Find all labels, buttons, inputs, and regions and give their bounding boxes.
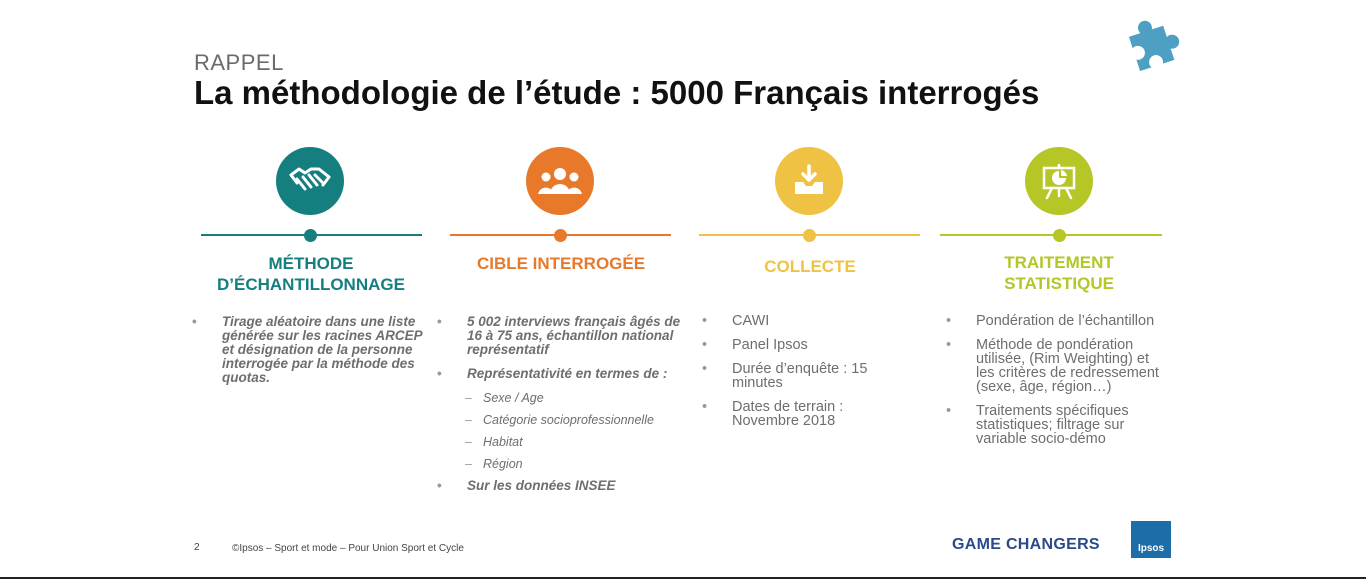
collection-timeline-dot: [803, 229, 816, 242]
collection-bullets: [700, 314, 900, 438]
sub-list-item: – Sexe / Age: [435, 391, 687, 405]
collection-heading-line1: COLLECTE: [764, 257, 856, 276]
page-number: 2: [194, 542, 200, 553]
processing-heading-line2: STATISTIQUE: [1004, 274, 1114, 293]
processing-icon-circle: [1025, 147, 1093, 215]
game-changers-slogan: GAME CHANGERS: [952, 536, 1100, 553]
bottom-divider: [0, 577, 1366, 579]
list-item: • Dates de terrain : Novembre 2018: [700, 400, 900, 428]
sampling-icon-circle: [276, 147, 344, 215]
target-bullets: [435, 315, 687, 503]
sampling-heading-line2: D’ÉCHANTILLONNAGE: [217, 275, 405, 294]
list-item: • Tirage aléatoire dans une liste générée sur les racines ARCEP et désignation de la personne interrogée par la méthode des quotas.: [190, 315, 430, 385]
collection-icon-circle: [775, 147, 843, 215]
list-item: • Représentativité en termes de :: [435, 367, 687, 381]
sub-list-item: – Habitat: [435, 435, 687, 449]
list-item: • Traitements spécifiques statistiques; filtrage sur variable socio-démo: [944, 404, 1159, 446]
target-heading: [450, 253, 672, 274]
target-timeline-dot: [554, 229, 567, 242]
ipsos-logo-text: Ipsos: [1137, 543, 1165, 554]
target-icon-circle: [526, 147, 594, 215]
list-item: • 5 002 interviews français âgés de 16 à 75 ans, échantillon national représentatif: [435, 315, 687, 357]
slide-title: La méthodologie de l’étude : 5000 Français interrogés: [194, 74, 1040, 111]
sampling-heading-line1: MÉTHODE: [268, 254, 354, 273]
processing-heading-line1: TRAITEMENT: [1004, 253, 1114, 272]
list-item: • CAWI: [700, 314, 900, 328]
copyright-text: ©Ipsos – Sport et mode – Pour Union Sport et Cycle: [232, 543, 464, 554]
list-item: • Méthode de pondération utilisée, (Rim Weighting) et les critères de redressement (sexe, âge, région…): [944, 338, 1159, 394]
processing-timeline-dot: [1053, 229, 1066, 242]
list-item: • Panel Ipsos: [700, 338, 900, 352]
collection-heading: [699, 256, 921, 277]
sampling-bullets: [190, 315, 430, 395]
list-item: • Pondération de l’échantillon: [944, 314, 1159, 328]
presentation-chart-icon: [1040, 162, 1078, 200]
group-icon: [537, 166, 583, 196]
list-item: • Sur les données INSEE: [435, 479, 687, 493]
slide-kicker: RAPPEL: [194, 50, 284, 75]
processing-timeline: [940, 234, 1162, 236]
sub-list-item: – Région: [435, 457, 687, 471]
processing-bullets: [944, 314, 1159, 456]
sampling-heading: [200, 253, 422, 295]
puzzle-icon: [1118, 10, 1186, 76]
handshake-icon: [289, 163, 331, 199]
inbox-download-icon: [792, 164, 826, 198]
target-heading-line1: CIBLE INTERROGÉE: [476, 254, 646, 273]
sub-list-item: – Catégorie socioprofessionnelle: [435, 413, 687, 427]
processing-heading: [948, 252, 1170, 294]
sampling-timeline-dot: [304, 229, 317, 242]
list-item: • Durée d’enquête : 15 minutes: [700, 362, 900, 390]
ipsos-logo: [1131, 521, 1171, 558]
